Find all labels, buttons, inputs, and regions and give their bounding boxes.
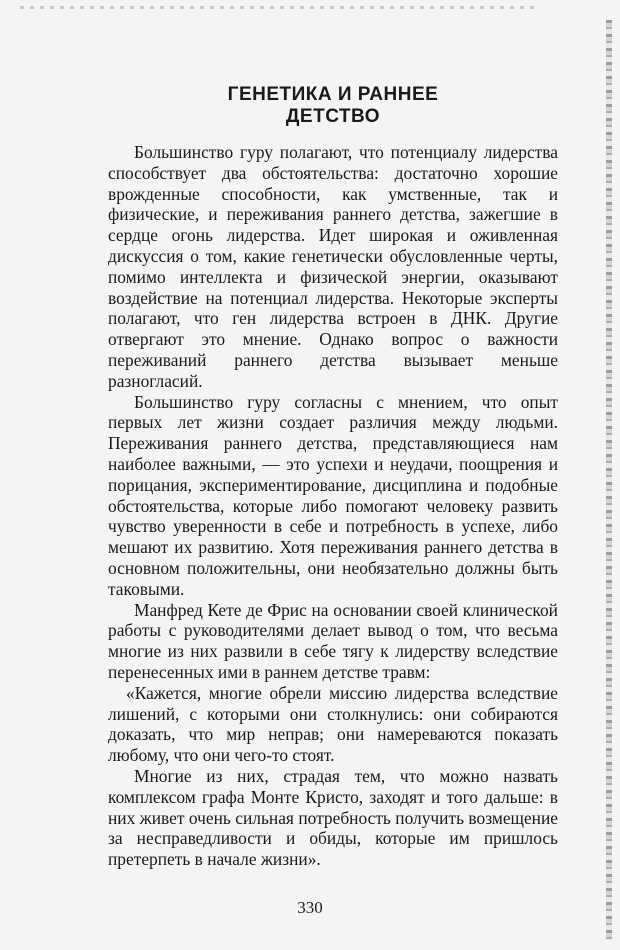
scan-edge-right bbox=[606, 20, 612, 940]
chapter-title-line1: ГЕНЕТИКА И РАННЕЕ bbox=[227, 84, 439, 105]
paragraph-2: Большинство гуру согласны с мнением, что опыт первых лет жизни создает различия между людьми. Переживания раннего детства, представляющиеся нам наиболее важными, — это успехи и неудачи, поощрения и порицания, экспериментирование, дисциплина и подобные обстоятельства, которые либо помогают человеку развить чувство уверенности в себе и потребность в успехе, либо мешают их развитию. Хотя переживания раннего детства в основном положительны, они необязательно должны быть таковыми. bbox=[108, 391, 558, 599]
quote-paragraph-2: Многие из них, страдая тем, что можно назвать комплексом графа Монте Кристо, заходят и того дальше: в них живет очень сильная потребность получить возмещение за несправедливости и обиды, которые им пришлось претерпеть в начале жизни». bbox=[108, 765, 558, 870]
paragraph-3: Манфред Кете де Фрис на основании своей клинической работы с руководителями делает вывод о том, что весьма многие из них развили в себе тягу к лидерству вследствие перенесенных ими в раннем детстве травм: bbox=[108, 599, 558, 682]
page-body bbox=[108, 84, 558, 870]
scan-edge-top bbox=[20, 6, 540, 9]
page-number: 330 bbox=[297, 898, 323, 917]
chapter-heading bbox=[108, 84, 558, 128]
chapter-title-line2: ДЕТСТВО bbox=[285, 106, 381, 127]
paragraph-1: Большинство гуру полагают, что потенциалу лидерства способствует два обстоятельства: достаточно хорошие врожденные способности, как умственные, так и физические, и переживания раннего детства, зажегшие в сердце огонь лидерства. Идет широкая и оживленная дискуссия о том, какие генетически обусловленные черты, помимо интеллекта и физической энергии, оказывают воздействие на потенциал лидерства. Некоторые эксперты полагают, что ген лидерства встроен в ДНК. Другие отвергают это мнение. Однако вопрос о важности переживаний раннего детства вызывает меньше разногласий. bbox=[108, 142, 558, 391]
quote-paragraph-1: «Кажется, многие обрели миссию лидерства вследствие лишений, с которыми они столкнулись: они собираются доказать, что мир неправ; они намереваются показать любому, что они чего-то стоят. bbox=[108, 682, 558, 766]
